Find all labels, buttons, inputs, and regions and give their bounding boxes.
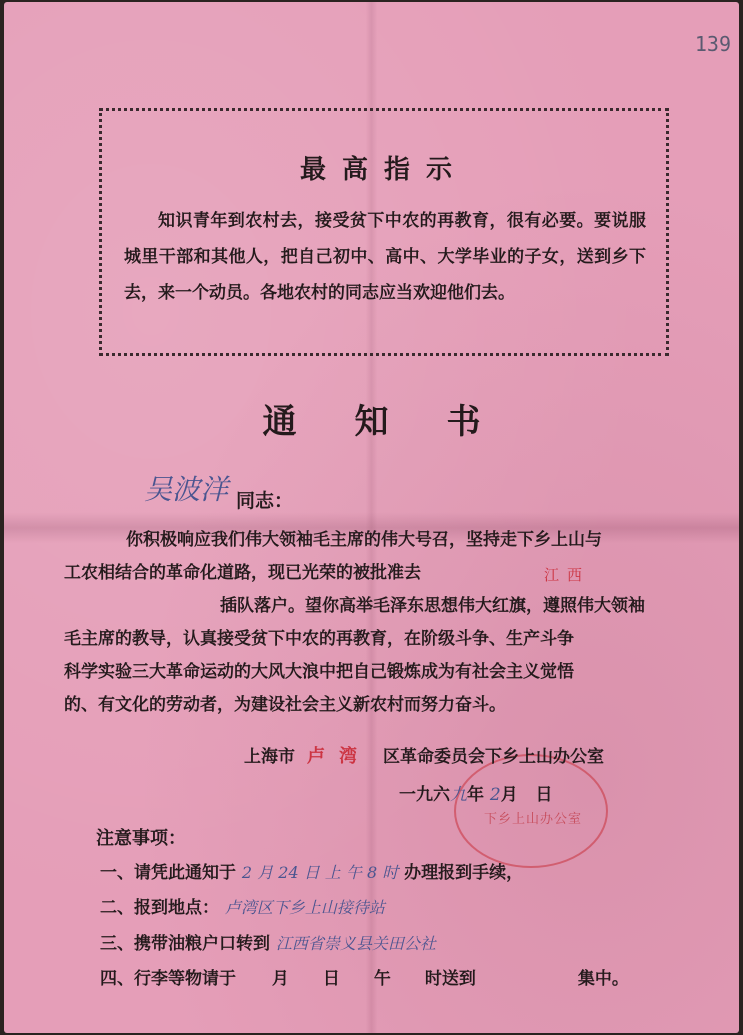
date-year-hand: 九 — [450, 785, 467, 805]
note-suffix: 办理报到手续， — [404, 863, 524, 883]
serial-number: 139 — [694, 32, 731, 56]
notice-body — [64, 524, 684, 722]
notice-title: 通知书 — [262, 402, 539, 442]
date-prefix: 一九六 — [399, 785, 450, 805]
date-month-label: 月 — [500, 785, 518, 805]
note-item — [100, 893, 385, 918]
note-item — [100, 858, 523, 883]
note-prefix: 四、行李等物请于 — [100, 969, 236, 989]
recipient-name-handwritten: 吴波洋 — [144, 473, 229, 506]
supreme-instruction-text: 知识青年到农村去，接受贫下中农的再教育，很有必要。要说服城里干部和其他人，把自己初中、高中、大学毕业的子女，送到乡下去，来一个动员。各地农村的同志应当欢迎他们去。 — [124, 211, 646, 303]
date-year-label: 年 — [467, 785, 484, 805]
office-prefix: 上海市 — [244, 747, 295, 767]
date-day-label: 日 — [535, 785, 553, 805]
note-handwritten: 江西省崇义县关田公社 — [275, 934, 436, 953]
note-item — [100, 929, 436, 954]
district-stamp: 卢湾 — [307, 746, 371, 767]
office-seal — [454, 754, 608, 868]
body-line: 毛主席的教导，认真接受贫下中农的再教育，在阶级斗争、生产斗争 — [64, 629, 574, 649]
supreme-instruction-title: 最高指示 — [299, 155, 468, 185]
issuing-office — [244, 742, 604, 768]
supreme-instruction-box — [99, 108, 669, 356]
note-suffix: 月 日 午 时送到 集中。 — [271, 969, 629, 989]
note-prefix: 三、携带油粮户口转到 — [100, 934, 270, 954]
body-line: 的、有文化的劳动者，为建设社会主义新农村而努力奋斗。 — [64, 695, 506, 715]
note-handwritten: 卢湾区下乡上山接待站 — [224, 898, 385, 917]
body-line: 插队落户。望你高举毛泽东思想伟大红旗，遵照伟大领袖 — [220, 596, 645, 616]
note-prefix: 一、请凭此通知于 — [100, 863, 236, 883]
note-prefix: 二、报到地点： — [100, 898, 219, 918]
notes-title: 注意事项： — [96, 828, 186, 849]
body-line: 工农相结合的革命化道路，现已光荣的被批准去 — [64, 563, 421, 583]
notice-document — [4, 2, 739, 1033]
note-handwritten: 2 月 24 日 上 午 8 时 — [241, 863, 399, 882]
seal-text: 下乡上山办公室 — [484, 812, 583, 827]
note-item — [100, 964, 629, 989]
body-line: 你积极响应我们伟大领袖毛主席的伟大号召，坚持走下乡上山与 — [126, 530, 602, 550]
body-line: 科学实验三大革命运动的大风大浪中把自己锻炼成为有社会主义觉悟 — [64, 662, 574, 682]
destination-stamp: 江西 — [544, 566, 591, 584]
issue-date — [399, 780, 553, 805]
office-suffix: 区革命委员会下乡上山办公室 — [383, 747, 604, 767]
date-month-hand: 2 — [489, 785, 501, 805]
salutation: 同志： — [236, 490, 294, 512]
